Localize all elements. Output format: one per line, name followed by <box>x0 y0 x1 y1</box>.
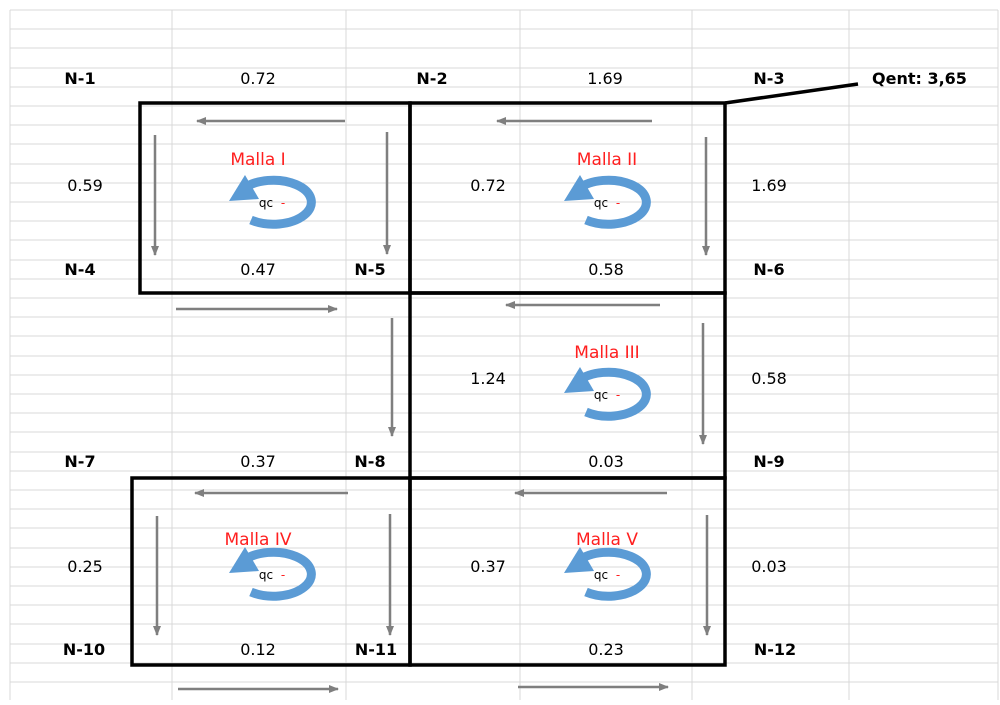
mesh-label: Malla V <box>576 530 638 550</box>
flow-value: 1.24 <box>470 369 506 388</box>
counterclockwise-loop-icon <box>564 175 646 224</box>
node-label: N-4 <box>64 260 96 279</box>
node-label: N-7 <box>64 452 96 471</box>
mesh-label: Malla II <box>576 150 638 170</box>
mesh-label: Malla III <box>574 343 640 363</box>
inflow-label: Qent: 3,65 <box>872 69 967 88</box>
flow-value: 0.47 <box>240 260 276 279</box>
loop-correction-label: qc <box>258 196 274 210</box>
flow-value: 0.72 <box>470 176 506 195</box>
flow-value: 0.37 <box>240 452 276 471</box>
node-label: N-12 <box>753 640 797 659</box>
flow-values <box>67 69 787 659</box>
node-label: N-5 <box>354 260 386 279</box>
node-label: N-3 <box>753 69 785 88</box>
loop-correction-label: qc <box>593 196 609 210</box>
flow-value: 0.23 <box>588 640 624 659</box>
loop-correction-label: qc <box>593 568 609 582</box>
counterclockwise-loop-icon <box>229 175 311 224</box>
node-label: N-9 <box>753 452 785 471</box>
flow-value: 0.37 <box>470 557 506 576</box>
mesh-label: Malla IV <box>224 530 292 550</box>
flow-value: 0.58 <box>751 369 787 388</box>
flow-value: 1.69 <box>587 69 623 88</box>
loop-sign-label: - <box>280 568 286 582</box>
loop-arc <box>243 552 311 596</box>
loop-sign-label: - <box>615 388 621 402</box>
loop-correction-label: qc <box>593 388 609 402</box>
flow-value: 0.59 <box>67 176 103 195</box>
flow-value: 0.72 <box>240 69 276 88</box>
flow-value: 0.12 <box>240 640 276 659</box>
mesh-label: Malla I <box>230 150 286 170</box>
loop-sign-label: - <box>615 196 621 210</box>
loop-arc <box>578 552 646 596</box>
loop-correction-label: qc <box>258 568 274 582</box>
flow-value: 0.58 <box>588 260 624 279</box>
loop-sign-label: - <box>280 196 286 210</box>
node-label: N-11 <box>354 640 398 659</box>
counterclockwise-loop-icon <box>229 547 311 596</box>
node-label: N-6 <box>753 260 785 279</box>
pipe-loop-3 <box>410 293 725 478</box>
counterclockwise-loop-icon <box>564 367 646 416</box>
flow-value: 0.03 <box>588 452 624 471</box>
loop-sign-label: - <box>615 568 621 582</box>
node-label: N-10 <box>62 640 106 659</box>
counterclockwise-loop-icon <box>564 547 646 596</box>
flow-value: 1.69 <box>751 176 787 195</box>
node-label: N-1 <box>64 69 96 88</box>
flow-value: 0.25 <box>67 557 103 576</box>
node-label: N-8 <box>354 452 386 471</box>
node-labels <box>63 69 796 659</box>
node-label: N-2 <box>416 69 448 88</box>
flow-arrows <box>155 121 707 689</box>
flow-value: 0.03 <box>751 557 787 576</box>
